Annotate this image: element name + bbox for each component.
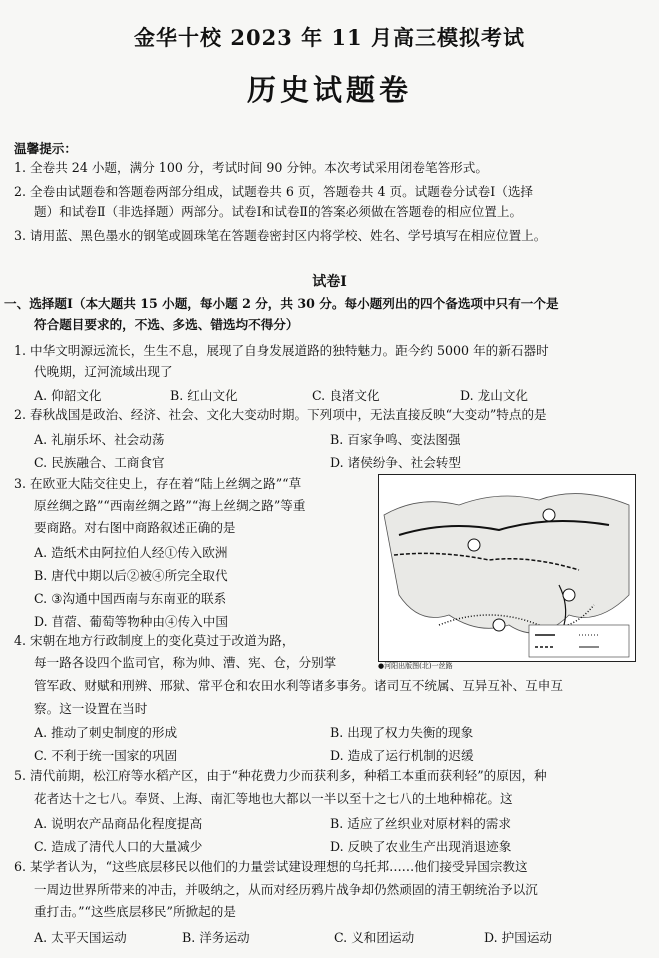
notice-line: 1. 全卷共 24 小题，满分 100 分，考试时间 90 分钟。本次考试采用闭卷笔答形式。 [14,160,488,175]
option: D. 造成了运行机制的迟缓 [330,748,474,763]
question-stem: 2. 春秋战国是政治、经济、社会、文化大变动时期。下列项中，无法直接反映“大变动”特点的是 [14,407,547,422]
option: A. 造纸术由阿拉伯人经①传入欧洲 [34,545,228,560]
option: B. 红山文化 [170,388,238,403]
notice-line: 题）和试卷Ⅱ（非选择题）两部分。试卷Ⅰ和试卷Ⅱ的答案必须做在答题卷的相应位置上。 [34,204,523,219]
option: B. 适应了丝织业对原材料的需求 [330,816,511,831]
option: B. 出现了权力失衡的现象 [330,725,474,740]
option: C. 良渚文化 [312,388,380,403]
option: C. 不利于统一国家的巩固 [34,748,178,763]
option: D. 反映了农业生产出现消退迹象 [330,839,512,854]
option: D. 护国运动 [484,930,553,945]
question-stem: 察。这一设置在当时 [34,701,148,716]
option: A. 说明农产品商品化程度提高 [34,816,203,831]
option: A. 推动了刺史制度的形成 [34,725,178,740]
notice-line: 2. 全卷由试题卷和答题卷两部分组成，试题卷共 6 页，答题卷共 4 页。试题卷分试卷Ⅰ（选择 [14,184,534,199]
question-stem: 4. 宋朝在地方行政制度上的变化莫过于改道为路， [14,633,295,648]
question-stem: 5. 清代前期，松江府等水稻产区，由于“种花费力少而获利多，种稻工本重而获利轻”的原因，种 [14,768,547,783]
section-intro: 一、选择题Ⅰ（本大题共 15 小题，每小题 2 分，共 30 分。每小题列出的四个备选项中只有一个是 [4,296,559,311]
map-caption: ●河阳出版图(北)一丝路 [378,662,453,670]
exam-title: 金华十校 2023 年 11 月高三模拟考试 [134,25,525,50]
question-stem: 一周边世界所带来的冲击，并吸纳之，从而对经历鸦片战争却仍然顽固的清王朝统治予以沉 [34,882,538,897]
option: D. 苜蓿、葡萄等物种由④传入中国 [34,614,228,629]
option: A. 礼崩乐坏、社会动荡 [34,432,165,447]
question-stem: 6. 某学者认为，“这些底层移民以他们的力量尝试建设理想的乌托邦……他们接受异国宗教这 [14,859,528,874]
option: B. 百家争鸣、变法图强 [330,432,461,447]
option: C. ③沟通中国西南与东南亚的联系 [34,591,227,606]
option: B. 唐代中期以后②被④所完全取代 [34,568,228,583]
question-stem: 1. 中华文明源远流长，生生不息，展现了自身发展道路的独特魅力。距今约 5000 年的新石器时 [14,343,549,358]
option: D. 龙山文化 [460,388,529,403]
option: C. 造成了清代人口的大量减少 [34,839,203,854]
option: C. 义和团运动 [334,930,415,945]
question-stem: 3. 在欧亚大陆交往史上，存在着“陆上丝绸之路”“草 [14,476,302,491]
option: B. 洋务运动 [182,930,250,945]
notice-line: 3. 请用蓝、黑色墨水的钢笔或圆珠笔在答题卷密封区内将学校、姓名、学号填写在相应位置上。 [14,228,547,243]
option: C. 民族融合、工商食官 [34,455,165,470]
question-stem: 原丝绸之路”“西南丝绸之路”“海上丝绸之路”等重 [34,498,306,513]
question-stem: 要商路。对右图中商路叙述正确的是 [34,520,236,535]
question-stem: 花者达十之七八。奉贤、上海、南汇等地也大都以一半以至十之七八的土地种棉花。这 [34,791,513,806]
notice-heading: 温馨提示： [14,141,77,156]
question-stem: 管军政、财赋和刑辨、邢狱、常平仓和农田水利等诸多事务。诸司互不统属、互异互补、互申互 [34,678,563,693]
question-stem: 每一路各设四个监司官，称为帅、漕、宪、仓，分别掌 [34,655,337,670]
exam-subtitle: 历史试题卷 [246,73,412,107]
question-stem: 重打击。”“这些底层移民”所掀起的是 [34,904,236,919]
question-stem: 代晚期，辽河流域出现了 [34,364,173,379]
option: A. 仰韶文化 [34,388,102,403]
option: D. 诸侯纷争、社会转型 [330,455,461,470]
section-intro: 符合题目要求的，不选、多选、错选均不得分） [34,317,299,332]
option: A. 太平天国运动 [34,930,127,945]
section-title: 试卷Ⅰ [312,274,347,290]
